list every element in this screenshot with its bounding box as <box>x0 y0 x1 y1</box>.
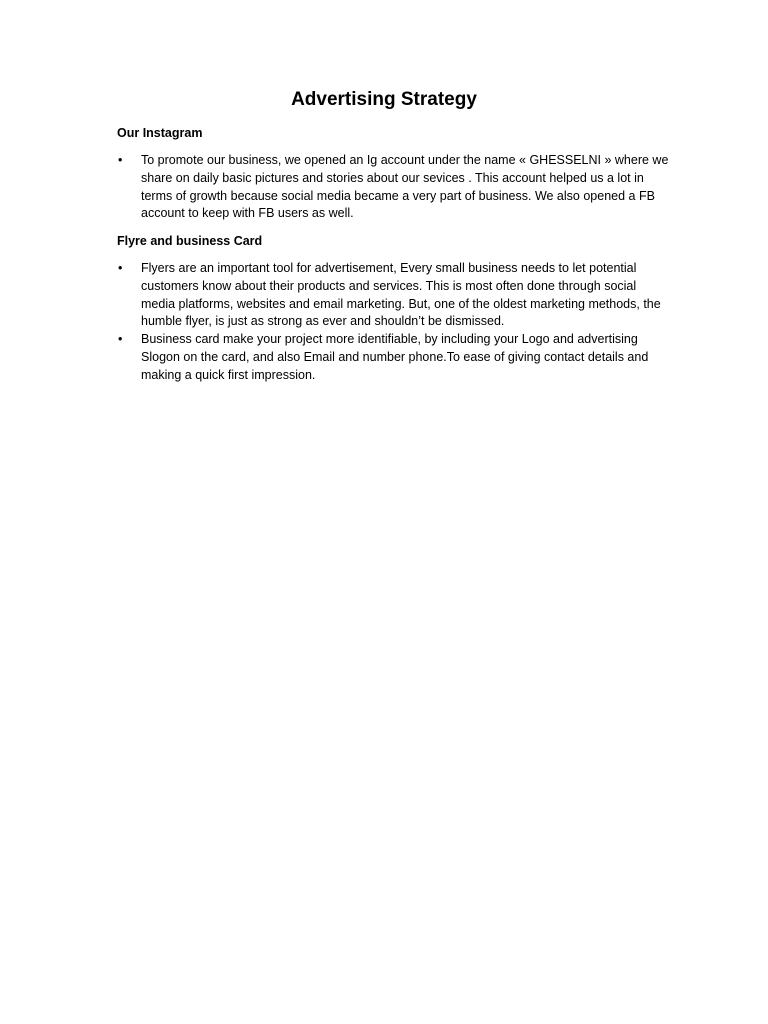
section-heading-flyer-business-card: Flyre and business Card <box>117 234 263 248</box>
bullet-icon: • <box>118 261 123 275</box>
bullet-text: To promote our business, we opened an Ig account under the name « GHESSELNI » where we share on daily basic pictures and stories about our sevices . This account helped us a lot in terms of growth because social media became a very part of business. We also opened a FB account to keep with FB users as well. <box>141 153 669 221</box>
bullet-list-flyer-business-card <box>117 260 672 385</box>
bullet-text: Business card make your project more identifiable, by including your Logo and advertising Slogon on the card, and also Email and number phone.To ease of giving contact details and making a quick first impression. <box>141 332 649 382</box>
bullet-icon: • <box>118 332 123 347</box>
page-title: Advertising Strategy <box>291 89 477 110</box>
section-heading-instagram: Our Instagram <box>117 126 203 140</box>
bullet-text: Flyers are an important tool for advertisement, Every small business needs to let potential customers know about their products and services. This is most often done through social media platforms, websites and email marketing. But, one of the oldest marketing methods, the humble flyer, is just as strong as ever and shouldn’t be dismissed. <box>141 261 661 329</box>
list-item <box>117 152 672 223</box>
bullet-list-instagram <box>117 152 672 223</box>
bullet-icon: • <box>118 153 123 167</box>
list-item <box>117 260 672 331</box>
list-item <box>117 331 672 384</box>
